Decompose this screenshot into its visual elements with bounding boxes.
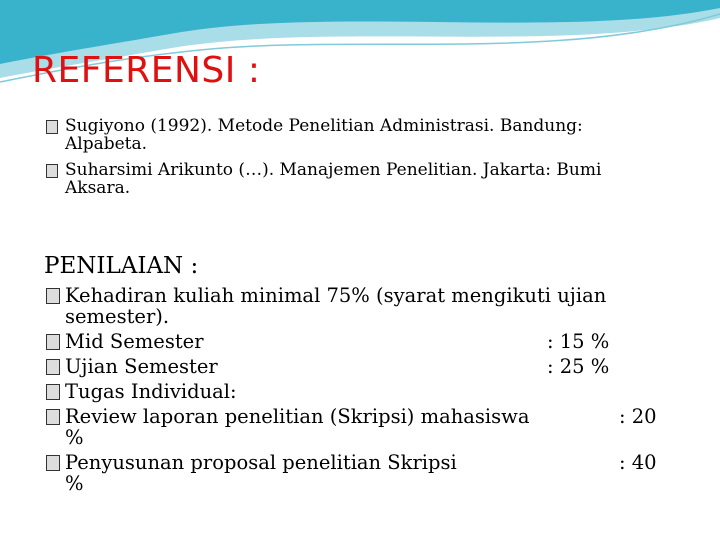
assessment-label: Kehadiran kuliah minimal 75% (syarat mengikuti ujian [65, 284, 607, 307]
assessment-value: : 40 [619, 451, 657, 475]
bullet-icon [46, 120, 58, 134]
assessment-item [46, 452, 700, 494]
assessment-item [46, 285, 700, 327]
assessment-label: Penyusunan proposal penelitian Skripsi [65, 451, 457, 475]
references-list [46, 118, 700, 205]
bullet-icon [46, 384, 60, 400]
bullet-icon [46, 409, 60, 425]
reference-item [46, 159, 700, 198]
page-title: REFERENSI : [32, 50, 261, 91]
assessment-label: % [65, 472, 84, 496]
assessment-heading: PENILAIAN : [44, 253, 199, 279]
assessment-label: Review laporan penelitian (Skripsi) mahasiswa [65, 405, 530, 429]
assessment-item [46, 356, 700, 377]
reference-line: Alpabeta. [65, 133, 148, 154]
bullet-icon [46, 334, 60, 350]
bullet-icon [46, 455, 60, 471]
assessment-value: : 25 % [547, 355, 610, 379]
assessment-item [46, 381, 700, 402]
assessment-label: Mid Semester [65, 330, 204, 354]
assessment-label: Tugas Individual: [65, 380, 237, 404]
assessment-list [46, 285, 700, 498]
assessment-item [46, 406, 700, 448]
assessment-item [46, 331, 700, 352]
bullet-icon [46, 164, 58, 178]
assessment-label: semester). [65, 305, 170, 329]
reference-line: Suharsimi Arikunto (…). Manajemen Penelitian. Jakarta: Bumi [65, 159, 602, 180]
reference-line: Aksara. [65, 177, 131, 198]
assessment-label: Ujian Semester [65, 355, 218, 379]
assessment-label: % [65, 426, 84, 450]
reference-line: Sugiyono (1992). Metode Penelitian Administrasi. Bandung: [65, 116, 583, 136]
bullet-icon [46, 288, 60, 304]
assessment-value: : 20 [619, 405, 657, 429]
bullet-icon [46, 359, 60, 375]
reference-item [46, 118, 700, 154]
assessment-value: : 15 % [547, 330, 610, 354]
